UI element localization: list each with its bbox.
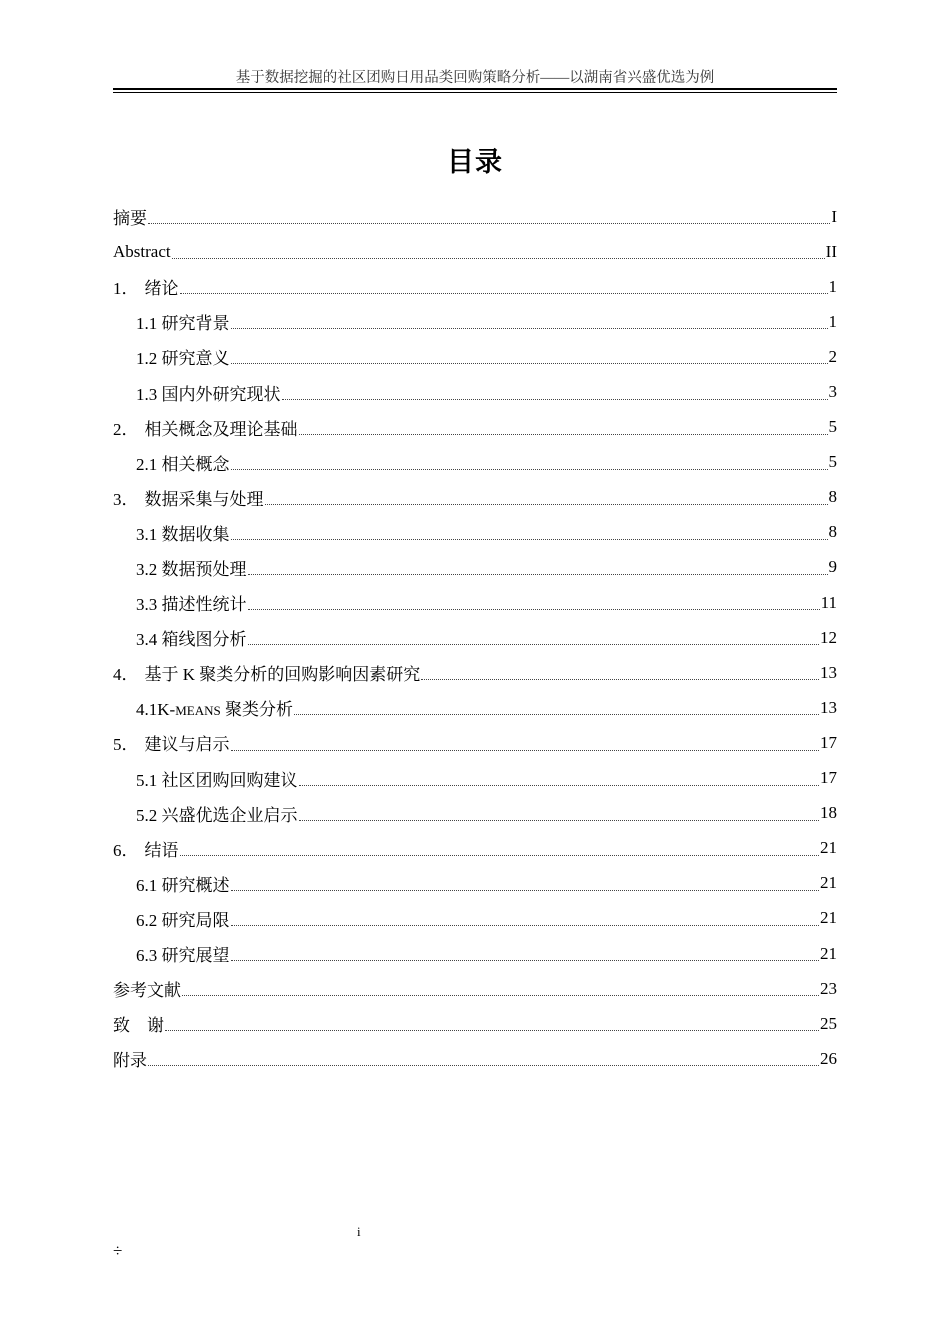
toc-dot-leader — [231, 362, 828, 364]
toc-entry-text: 1.1 研究背景 — [136, 314, 230, 334]
toc-entry-page: 1 — [828, 311, 837, 331]
toc-entry-label — [136, 941, 230, 966]
toc-entry-label — [136, 309, 230, 334]
toc-entry-text: 3.2 数据预处理 — [136, 559, 247, 579]
toc-dot-leader — [182, 994, 819, 996]
toc-entry-text: 附录 — [113, 1051, 147, 1071]
toc-entry-page: 18 — [820, 803, 837, 823]
toc-entry[interactable] — [113, 901, 837, 936]
toc-entry-text: 1.3 国内外研究现状 — [136, 384, 281, 404]
toc-entry-label — [113, 730, 230, 755]
toc-entry[interactable] — [113, 796, 837, 831]
toc-entry-number: 5． — [113, 735, 139, 755]
toc-entry-page: 5 — [828, 417, 837, 437]
toc-entry-page: II — [825, 241, 837, 261]
toc-entry-label — [136, 906, 230, 931]
toc-entry[interactable] — [113, 339, 837, 374]
toc-dot-leader — [299, 784, 820, 786]
toc-entry-text-tail: 聚类分析 — [220, 700, 293, 720]
toc-entry-label — [136, 871, 230, 896]
toc-entry-label — [113, 415, 298, 440]
header-rule-thick — [113, 88, 837, 90]
toc-title: 目录 — [447, 147, 503, 178]
toc-entry-number: 2． — [113, 419, 139, 439]
toc-entry-label — [113, 485, 264, 510]
toc-entry[interactable] — [113, 831, 837, 866]
toc-entry-text: 2.1 相关概念 — [136, 454, 230, 474]
running-header: 基于数据挖掘的社区团购日用品类回购策略分析——以湖南省兴盛优选为例 — [235, 70, 715, 86]
toc-entry-page: 12 — [820, 627, 837, 647]
page-number: i — [357, 1224, 361, 1239]
toc-entry[interactable] — [113, 585, 837, 620]
toc-entry-label — [113, 660, 420, 685]
toc-entry[interactable] — [113, 445, 837, 480]
toc-entry[interactable] — [113, 374, 837, 409]
toc-entry[interactable] — [113, 269, 837, 304]
toc-entry-label — [136, 625, 247, 650]
toc-dot-leader — [148, 1064, 819, 1066]
toc-entry-text: 4.1K- — [136, 700, 176, 720]
toc-entry-page: 13 — [820, 662, 837, 682]
toc-entry-text: 1.2 研究意义 — [136, 349, 230, 369]
toc-entry-page: 21 — [820, 943, 837, 963]
toc-entry-text: 结语 — [144, 840, 179, 860]
toc-entry-number: 1． — [113, 279, 139, 299]
toc-entry-text: 3.4 箱线图分析 — [136, 630, 247, 650]
toc-dot-leader — [231, 749, 820, 751]
toc-entry-number: 4． — [113, 665, 139, 685]
toc-entry-text: 参考文献 — [113, 981, 181, 1001]
toc-entry-text: 摘要 — [113, 209, 147, 229]
toc-dot-leader — [180, 292, 828, 294]
toc-entry-page: 8 — [828, 487, 837, 507]
toc-dot-leader — [299, 819, 820, 821]
toc-entry-text: 6.1 研究概述 — [136, 875, 230, 895]
toc-entry-page: 17 — [820, 768, 837, 788]
toc-entry-page: 2 — [828, 346, 837, 366]
toc-entry-label — [136, 766, 298, 791]
toc-entry-page: 23 — [820, 978, 837, 998]
toc-entry[interactable] — [113, 655, 837, 690]
toc-entry-label — [113, 1046, 147, 1071]
toc-dot-leader — [231, 959, 820, 961]
toc-entry-page: 21 — [820, 873, 837, 893]
toc-entry-number: 6． — [113, 840, 139, 860]
toc-entry-text: 3.3 描述性统计 — [136, 595, 247, 615]
toc-entry-text: 相关概念及理论基础 — [144, 419, 298, 439]
header-rule-thin — [113, 92, 837, 93]
toc-dot-leader — [231, 327, 828, 329]
toc-dot-leader — [248, 643, 820, 645]
toc-entry-page: 8 — [828, 522, 837, 542]
toc-entry-text: 数据采集与处理 — [144, 489, 264, 509]
toc-entry-label — [136, 555, 247, 580]
toc-entry-label — [136, 590, 247, 615]
toc-entry[interactable] — [113, 620, 837, 655]
toc-entry-number: 3． — [113, 489, 139, 509]
toc-dot-leader — [172, 257, 825, 259]
toc-entry-page: I — [831, 206, 837, 226]
toc-entry[interactable] — [113, 480, 837, 515]
toc-entry[interactable] — [113, 690, 837, 725]
toc-entry[interactable] — [113, 761, 837, 796]
divide-mark: ÷ — [113, 1241, 123, 1260]
toc-entry[interactable] — [113, 866, 837, 901]
toc-dot-leader — [248, 608, 820, 610]
toc-dot-leader — [231, 538, 828, 540]
toc-dot-leader — [231, 924, 820, 926]
toc-entry-label — [136, 450, 230, 475]
toc-entry-page: 5 — [828, 452, 837, 472]
toc-dot-leader — [294, 713, 819, 715]
toc-entry[interactable] — [113, 234, 837, 269]
toc-entry-page: 1 — [828, 276, 837, 296]
toc-entry-text: 6.2 研究局限 — [136, 910, 230, 930]
toc-entry[interactable] — [113, 725, 837, 760]
toc-list — [113, 199, 837, 1076]
toc-entry-page: 11 — [820, 592, 837, 612]
toc-entry-page: 25 — [820, 1013, 837, 1033]
toc-dot-leader — [265, 503, 828, 505]
toc-entry-label — [136, 520, 230, 545]
toc-entry-label — [113, 1011, 164, 1036]
toc-entry[interactable] — [113, 936, 837, 971]
toc-entry-label — [113, 242, 171, 262]
toc-entry[interactable] — [113, 304, 837, 339]
toc-entry-label — [136, 344, 230, 369]
toc-entry-smallcaps: MEANS — [175, 703, 221, 719]
toc-dot-leader — [148, 222, 830, 224]
toc-dot-leader — [180, 854, 820, 856]
toc-dot-leader — [248, 573, 828, 575]
toc-entry-label — [136, 380, 281, 405]
toc-entry-text: 5.1 社区团购回购建议 — [136, 770, 298, 790]
toc-entry-page: 21 — [820, 838, 837, 858]
toc-dot-leader — [421, 678, 819, 680]
toc-entry-label — [113, 274, 179, 299]
toc-entry-label — [113, 976, 181, 1001]
toc-entry-text: 5.2 兴盛优选企业启示 — [136, 805, 298, 825]
toc-entry-page: 26 — [820, 1048, 837, 1068]
toc-entry-label — [136, 801, 298, 826]
toc-dot-leader — [299, 433, 828, 435]
toc-entry-page: 17 — [820, 732, 837, 752]
toc-entry-page: 13 — [820, 697, 837, 717]
toc-entry[interactable] — [113, 1041, 837, 1076]
toc-entry-text: 基于 K 聚类分析的回购影响因素研究 — [144, 665, 421, 685]
toc-entry[interactable] — [113, 971, 837, 1006]
toc-entry-text: 绪论 — [144, 279, 179, 299]
toc-entry-page: 21 — [820, 908, 837, 928]
toc-dot-leader — [231, 889, 820, 891]
toc-entry-text: 6.3 研究展望 — [136, 946, 230, 966]
toc-entry[interactable] — [113, 199, 837, 234]
toc-entry-label — [113, 836, 179, 861]
toc-entry[interactable] — [113, 550, 837, 585]
toc-entry-text: 建议与启示 — [144, 735, 230, 755]
toc-entry[interactable] — [113, 410, 837, 445]
toc-entry[interactable] — [113, 1006, 837, 1041]
toc-entry-text: 3.1 数据收集 — [136, 524, 230, 544]
toc-entry[interactable] — [113, 515, 837, 550]
toc-entry-label — [136, 695, 293, 720]
toc-entry-page: 3 — [828, 382, 837, 402]
toc-entry-label — [113, 204, 147, 229]
toc-dot-leader — [282, 398, 828, 400]
toc-entry-page: 9 — [828, 557, 837, 577]
toc-entry-text: Abstract — [113, 241, 171, 261]
toc-entry-text: 致 谢 — [113, 1016, 164, 1036]
toc-dot-leader — [231, 468, 828, 470]
toc-dot-leader — [165, 1029, 819, 1031]
